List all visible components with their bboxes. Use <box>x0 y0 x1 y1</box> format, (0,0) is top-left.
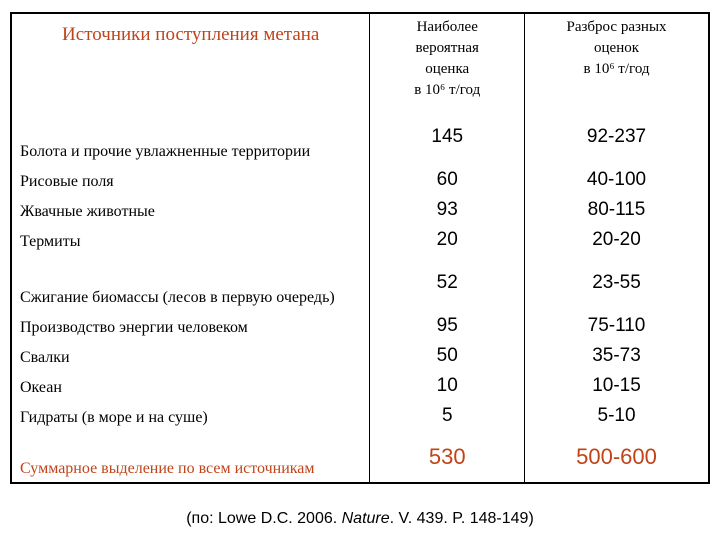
header-sources: Источники поступления метана <box>11 13 370 109</box>
table-row <box>11 401 709 431</box>
row-best-value: 5 <box>370 401 525 431</box>
row-best-value: 50 <box>370 341 525 371</box>
header-best-estimate <box>370 13 525 109</box>
row-range-value: 23-55 <box>592 272 641 293</box>
row-range-value: 5-10 <box>597 405 636 426</box>
row-best-value: 52 <box>370 255 525 311</box>
source-citation <box>0 510 720 528</box>
row-range-value: 40-100 <box>586 169 647 190</box>
header-best-line: Наиболее <box>416 19 478 35</box>
total-row <box>11 431 709 483</box>
table-row <box>11 255 709 311</box>
header-range-line: Разброс разных <box>566 19 667 35</box>
row-best-value: 95 <box>370 311 525 341</box>
table-row <box>11 311 709 341</box>
header-best-line: вероятная <box>415 40 479 56</box>
row-range-value: 10-15 <box>592 375 641 396</box>
row-source-name: Гидраты (в море и на суше) <box>11 401 370 431</box>
row-best-value: 60 <box>370 165 525 195</box>
total-label: Суммарное выделение по всем источникам <box>11 431 370 483</box>
row-best-value: 20 <box>370 225 525 255</box>
row-best-value: 93 <box>370 195 525 225</box>
methane-sources-table <box>10 12 710 484</box>
row-range-value: 20-20 <box>592 229 641 250</box>
row-best-value: 10 <box>370 371 525 401</box>
row-source-name: Производство энергии человеком <box>11 311 370 341</box>
table-row <box>11 195 709 225</box>
row-source-name: Жвачные животные <box>11 195 370 225</box>
row-range-value: 75-110 <box>587 315 646 336</box>
header-range-line: в 10⁶ т/год <box>583 61 650 77</box>
table-row <box>11 341 709 371</box>
row-range-value: 80-115 <box>587 199 646 220</box>
header-range-line: оценок <box>594 40 640 56</box>
row-source-name: Рисовые поля <box>11 165 370 195</box>
header-row <box>11 13 709 109</box>
row-source-name: Термиты <box>11 225 370 255</box>
table-row <box>11 109 709 165</box>
row-best-value: 145 <box>370 109 525 165</box>
header-best-line: в 10⁶ т/год <box>414 82 481 98</box>
citation-suffix: . V. 439. P. 148-149) <box>389 510 534 527</box>
citation-journal: Nature <box>341 510 390 527</box>
citation-prefix: (по: Lowe D.C. 2006. <box>186 510 342 527</box>
table-row <box>11 165 709 195</box>
total-best-value: 530 <box>370 431 525 483</box>
total-range-value: 500-600 <box>576 443 657 469</box>
row-source-name: Болота и прочие увлажненные территории <box>11 109 370 165</box>
row-range-value: 35-73 <box>592 345 641 366</box>
row-range-value: 92-237 <box>586 126 647 147</box>
row-source-name: Свалки <box>11 341 370 371</box>
header-estimate-range <box>525 13 709 109</box>
header-best-line: оценка <box>425 61 470 77</box>
row-source-name: Океан <box>11 371 370 401</box>
row-source-name: Сжигание биомассы (лесов в первую очередь) <box>11 255 370 311</box>
table-row <box>11 225 709 255</box>
table-row <box>11 371 709 401</box>
